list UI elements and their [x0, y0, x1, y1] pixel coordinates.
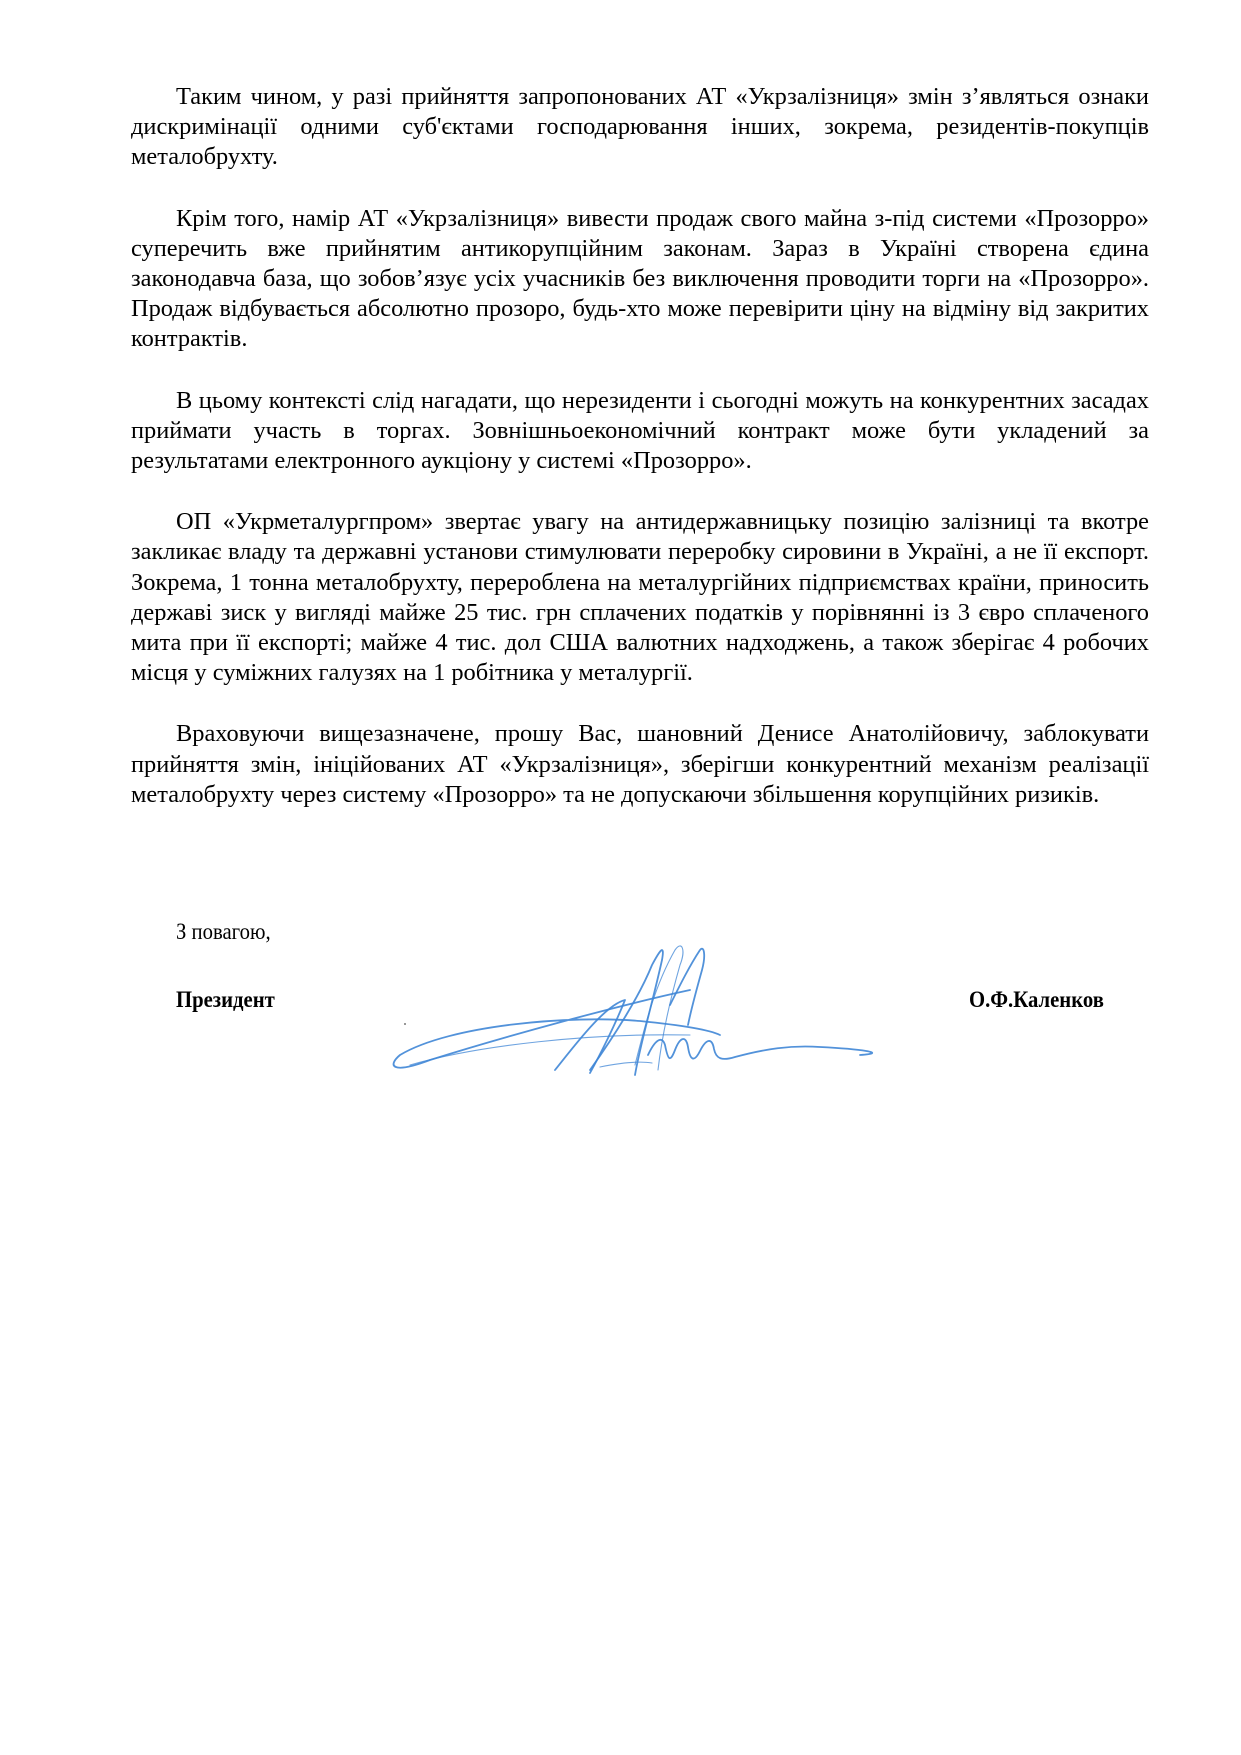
signature-stroke [635, 946, 683, 1070]
handwritten-signature [390, 945, 960, 1085]
signature-stroke [590, 950, 663, 1075]
paragraph-nonresidents: В цьому контексті слід нагадати, що нерезиденти і сьогодні можуть на конкурентних засадах приймати участь в торгах. Зовнішньоекономічний контракт може бути укладений за результатами електронного аукціону у системі «Прозорро». [131, 386, 1149, 475]
signer-name: О.Ф.Каленков [969, 987, 1104, 1012]
signature-stroke [410, 1035, 690, 1065]
signature-stroke [670, 949, 704, 1025]
letter-body [131, 82, 1149, 841]
paragraph-discrimination: Таким чином, у разі прийняття запропонованих АТ «Укрзалізниця» змін з’являться ознаки дискримінації одними суб'єктами господарювання інших, зокрема, резидентів-покупців металобрухту. [131, 83, 1149, 171]
signature-stroke [648, 1039, 872, 1059]
signature-stroke [600, 1062, 652, 1067]
signer-position: Президент [176, 987, 275, 1012]
paragraph-request: Враховуючи вищезазначене, прошу Вас, шановний Денисе Анатолійовичу, заблокувати прийняття змін, ініційованих АТ «Укрзалізниця», зберігши конкурентний механізм реалізації металобрухту через систему «Прозорро» та не допускаючи збільшення корупційних ризиків. [131, 720, 1149, 808]
paragraph-prozorro-anticorruption: Крім того, намір АТ «Укрзалізниця» вивести продаж свого майна з-під системи «Прозорро» суперечить вже прийнятим антикорупційним законам. Зараз в Україні створена єдина законодавча база, що зобов’язує усіх учасників без виключення проводити торги на «Прозорро». Продаж відбувається абсолютно прозоро, будь-хто може перевірити ціну на відміну від закритих контрактів. [131, 204, 1149, 353]
closing-salutation: З повагою, [176, 919, 271, 944]
paragraph-processing-benefits: ОП «Укрметалургпром» звертає увагу на антидержавницьку позицію залізниці та вкотре закликає владу та державні установи стимулювати переробку сировини в Україні, а не її експорт. Зокрема, 1 тонна металобрухту, перероблена на металургійних підприємствах країни, приносить державі зиск у вигляді майже 25 тис. грн сплачених податків у порівнянні із 3 євро сплаченого мита при її експорті; майже 4 тис. дол США валютних надходжень, а також зберігає 4 робочих місця у суміжних галузях на 1 робітника у металургії. [131, 508, 1149, 687]
